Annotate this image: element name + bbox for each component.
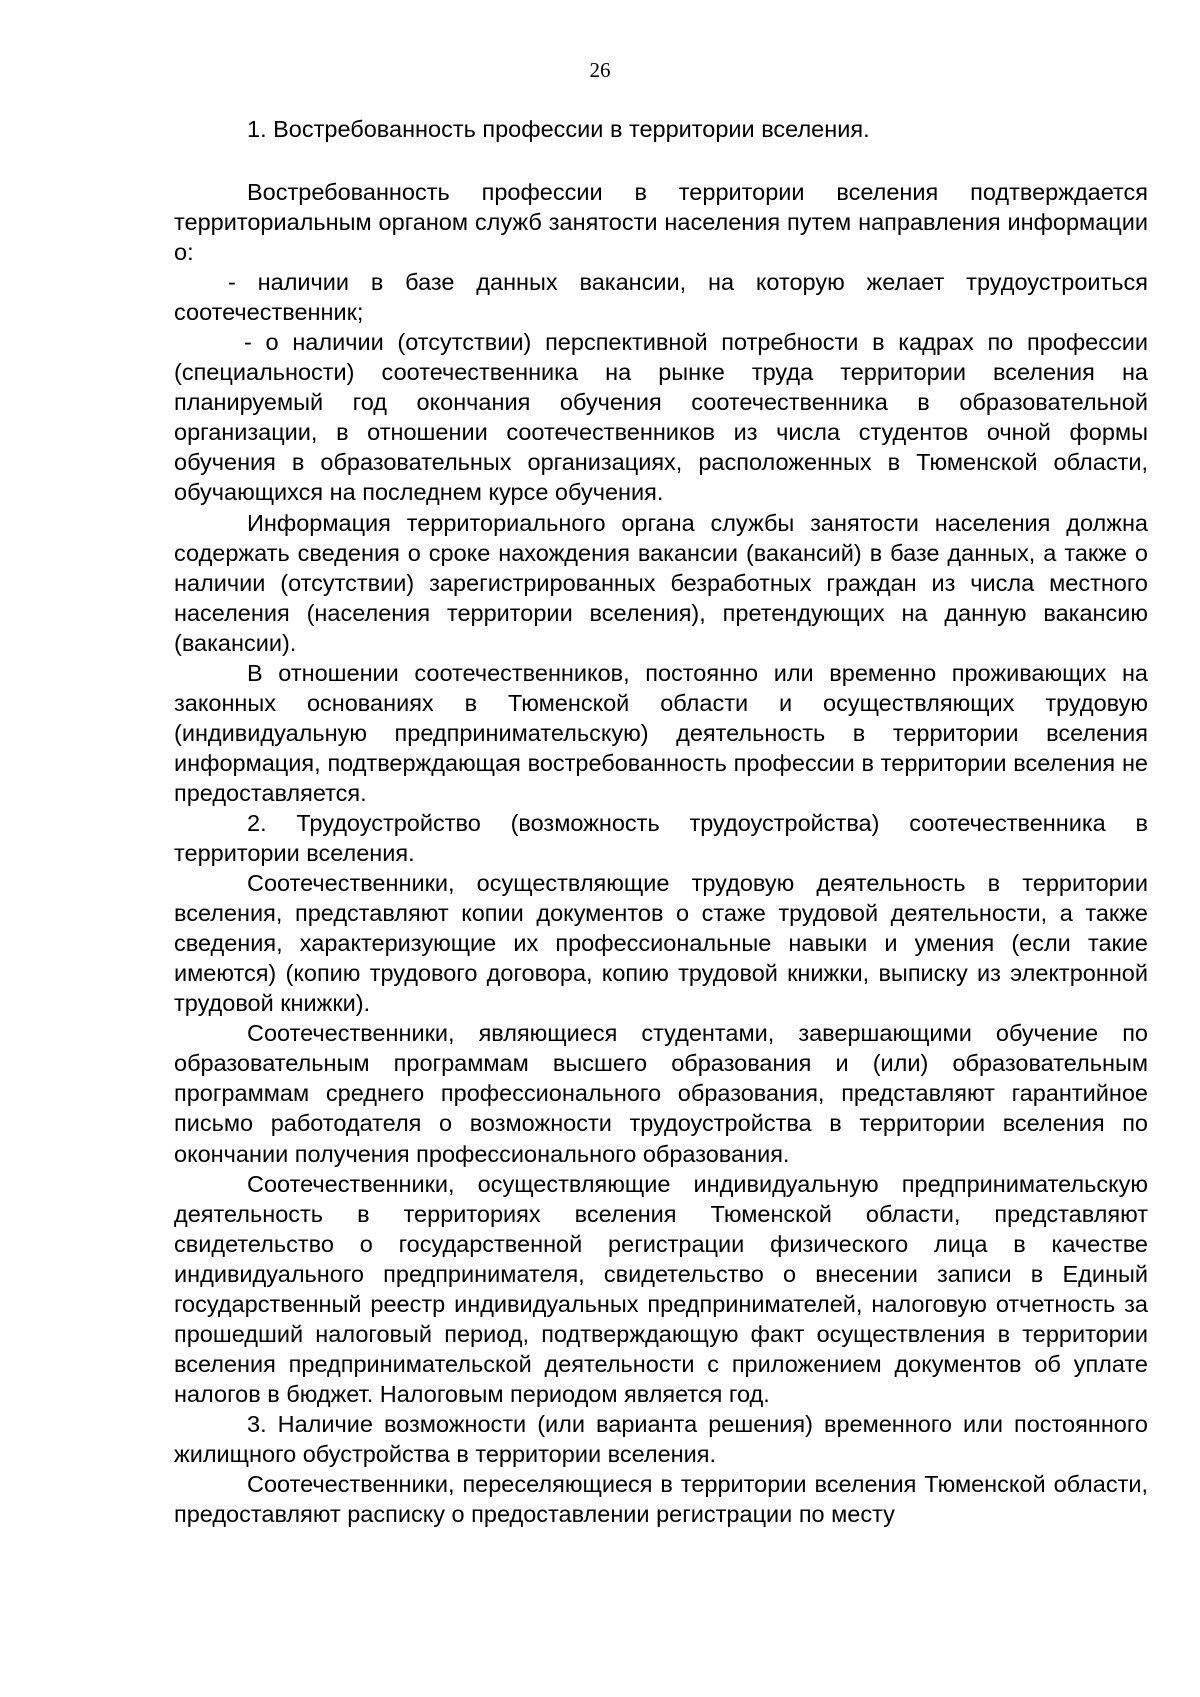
bullet-item-staff-need: - о наличии (отсутствии) перспективной потребности в кадрах по профессии (специальности) соотечественника на рынке труда территории вселения на планируемый год окончания обучения соотечественника в образовательной организации, в отношении соотечественников из числа студентов очной формы обучения в образовательных организациях, расположенных в Тюменской области, обучающихся на последнем курсе обучения.	[174, 329, 1148, 506]
section-heading: 1. Востребованность профессии в территории вселения.	[247, 116, 870, 142]
document-body	[174, 177, 1148, 1529]
paragraph-employment-info: Информация территориального органа службы занятости населения должна содержать сведения о сроке нахождения вакансии (вакансий) в базе данных, а также о наличии (отсутствии) зарегистрированных безработных граждан из числа местного населения (населения территории вселения), претендующих на данную вакансию (вакансии).	[174, 509, 1148, 656]
paragraph-students: Соотечественники, являющиеся студентами, завершающими обучение по образовательным программам высшего образования и (или) образовательным программам среднего профессионального образования, представляют гарантийное письмо работодателя о возможности трудоустройства в территории вселения по окончании получения профессионального образования.	[174, 1020, 1148, 1167]
section-heading-3: 3. Наличие возможности (или варианта решения) временного или постоянного жилищного обустройства в территории вселения.	[174, 1410, 1148, 1467]
paragraph-entrepreneurs: Соотечественники, осуществляющие индивидуальную предпринимательскую деятельность в территориях вселения Тюменской области, представляют свидетельство о государственной регистрации физического лица в качестве индивидуального предпринимателя, свидетельство о внесении записи в Единый государственный реестр индивидуальных предпринимателей, налоговую отчетность за прошедший налоговый период, подтверждающую факт осуществления в территории вселения предпринимательской деятельности с приложением документов об уплате налогов в бюджет. Налоговым периодом является год.	[174, 1170, 1148, 1407]
paragraph-intro: Востребованность профессии в территории вселения подтверждается территориальным органом служб занятости населения путем направления информации о:	[174, 179, 1148, 266]
page-number: 26	[589, 58, 611, 82]
paragraph-resettlers: Соотечественники, переселяющиеся в территории вселения Тюменской области, предоставляют расписку о предоставлении регистрации по месту	[174, 1471, 1148, 1528]
paragraph-workers: Соотечественники, осуществляющие трудовую деятельность в территории вселения, представляют копии документов о стаже трудовой деятельности, а также сведения, характеризующие их профессиональные навыки и умения (если такие имеются) (копию трудового договора, копию трудовой книжки, выписку из электронной трудовой книжки).	[174, 870, 1148, 1017]
paragraph-residents: В отношении соотечественников, постоянно или временно проживающих на законных основаниях в Тюменской области и осуществляющих трудовую (индивидуальную предпринимательскую) деятельность в территории вселения информация, подтверждающая востребованность профессии в территории вселения не предоставляется.	[174, 659, 1148, 806]
section-heading-2: 2. Трудоустройство (возможность трудоустройства) соотечественника в территории вселения.	[174, 809, 1148, 867]
bullet-item-vacancy: - наличии в базе данных вакансии, на которую желает трудоустроиться соотечественник;	[174, 269, 1148, 326]
